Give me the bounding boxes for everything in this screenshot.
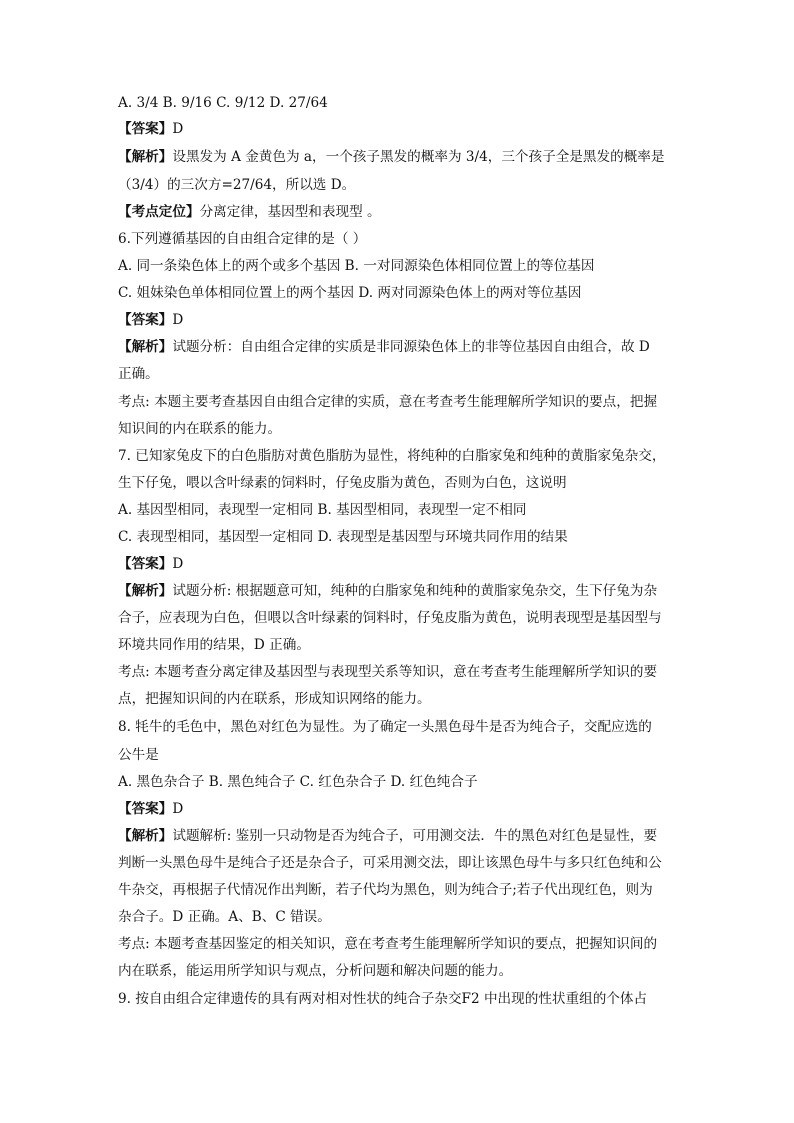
analysis-line: 【解析】试题解析: 鉴别一只动物是否为纯合子，可用测交法．牛的黑色对红色是显性，要 [118, 828, 658, 844]
question-6-stem: 6.下列遵循基因的自由组合定律的是（ ） [118, 231, 367, 247]
analysis-line: 判断一头黑色母牛是纯合子还是杂合子，可采用测交法，即让该黑色母牛与多只红色纯和公 [118, 855, 662, 871]
knowledge-point-line: 考点: 本题考查基因鉴定的相关知识，意在考查考生能理解所学知识的要点，把握知识间的 [118, 936, 658, 952]
answer-line: 【答案】D [118, 312, 184, 328]
knowledge-point-line: 知识间的内在联系的能力。 [118, 421, 282, 437]
question-9-stem: 9. 按自由组合定律遗传的具有两对相对性状的纯合子杂交F2 中出现的性状重组的个体占 [118, 991, 648, 1007]
answer-line: 【答案】D [118, 801, 184, 817]
analysis-line: 牛杂交，再根据子代情况作出判断，若子代均为黑色，则为纯合子;若子代出现红色，则为 [118, 882, 653, 898]
q8-options: A. 黑色杂合子 B. 黑色纯合子 C. 红色杂合子 D. 红色纯合子 [118, 774, 478, 790]
knowledge-point-line: 考点: 本题主要考查基因自由组合定律的实质，意在考查考生能理解所学知识的要点，把握 [118, 394, 658, 410]
q5-options: A. 3/4 B. 9/16 C. 9/12 D. 27/64 [118, 95, 328, 111]
answer-line: 【答案】D [118, 556, 184, 572]
question-7-stem: 7. 已知家兔皮下的白色脂肪对黄色脂肪为显性，将纯种的白脂家兔和纯种的黄脂家兔杂交， [118, 448, 666, 464]
analysis-line: 杂合子。D 正确。A、B、C 错误。 [118, 909, 331, 925]
analysis-line: 合子，应表现为白色，但喂以含叶绿素的饲料时，仔兔皮脂为黄色，说明表现型是基因型与 [118, 610, 662, 626]
q7-options-ab: A. 基因型相同，表现型一定相同 B. 基因型相同，表现型一定不相同 [118, 502, 527, 518]
analysis-line: 正确。 [118, 366, 159, 382]
q7-options-cd: C. 表现型相同，基因型一定相同 D. 表现型是基因型与环境共同作用的结果 [118, 529, 568, 545]
knowledge-point-line: 点，把握知识间的内在联系，形成知识网络的能力。 [118, 691, 431, 707]
question-8-stem: 8. 牦牛的毛色中，黑色对红色为显性。为了确定一头黑色母牛是否为纯合子，交配应选的 [118, 719, 652, 735]
analysis-line: 环境共同作用的结果，D 正确。 [118, 637, 310, 653]
answer-line: 【答案】D [118, 121, 184, 137]
question-8-stem: 公牛是 [118, 747, 159, 763]
analysis-line: 【解析】设黑发为 A 金黄色为 a，一个孩子黑发的概率为 3/4，三个孩子全是黑发的概率是 [118, 149, 665, 165]
question-7-stem: 生下仔兔，喂以含叶绿素的饲料时，仔兔皮脂为黄色，否则为白色，这说明 [118, 475, 567, 491]
analysis-line: （3/4）的三次方=27/64，所以选 D。 [118, 177, 356, 193]
knowledge-point-line: 内在联系，能运用所学知识与观点，分析问题和解决问题的能力。 [118, 963, 513, 979]
knowledge-point-line: 【考点定位】分离定律，基因型和表现型 。 [118, 204, 381, 220]
q6-options-cd: C. 姐妹染色单体相同位置上的两个基因 D. 两对同源染色体上的两对等位基因 [118, 285, 582, 301]
analysis-line: 【解析】试题分析: 根据题意可知，纯种的白脂家兔和纯种的黄脂家兔杂交，生下仔兔为杂 [118, 583, 658, 599]
q6-options-ab: A. 同一条染色体上的两个或多个基因 B. 一对同源染色体相同位置上的等位基因 [118, 258, 595, 274]
analysis-line: 【解析】试题分析：自由组合定律的实质是非同源染色体上的非等位基因自由组合，故 D [118, 339, 650, 355]
knowledge-point-line: 考点: 本题考查分离定律及基因型与表现型关系等知识，意在考查考生能理解所学知识的要 [118, 664, 658, 680]
